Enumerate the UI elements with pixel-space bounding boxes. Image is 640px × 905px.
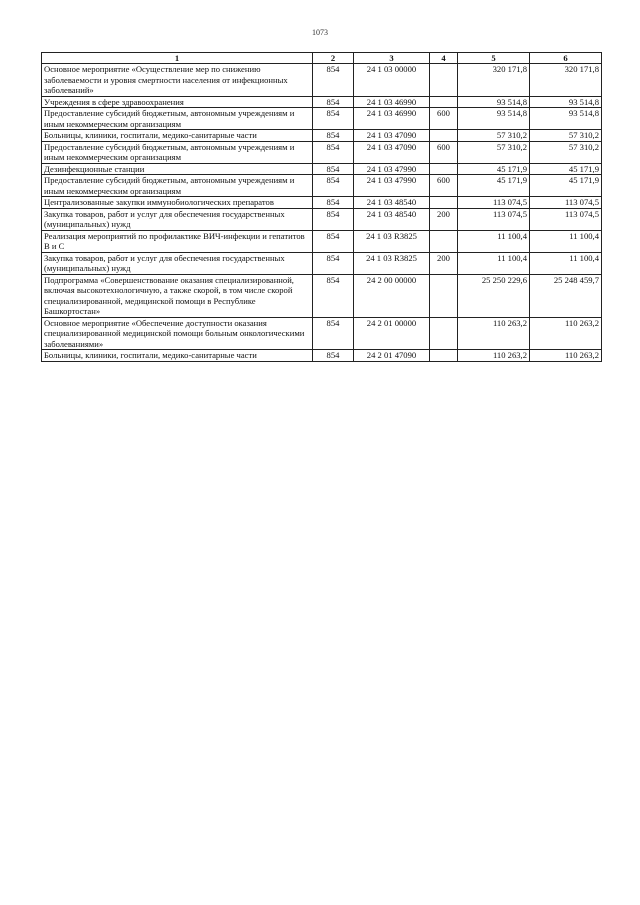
- row-name: Учреждения в сфере здравоохранения: [42, 96, 313, 108]
- table-row: [42, 197, 602, 209]
- row-amount-year2: 45 171,9: [530, 175, 602, 197]
- table-row: [42, 350, 602, 362]
- table-row: [42, 317, 602, 350]
- header-col-3: 3: [354, 53, 430, 64]
- row-name: Дезинфекционные станции: [42, 163, 313, 175]
- table-row: [42, 141, 602, 163]
- row-target-code: 24 1 03 R3825: [354, 252, 430, 274]
- row-target-code: 24 1 03 00000: [354, 64, 430, 97]
- row-amount-year1: 320 171,8: [458, 64, 530, 97]
- table-header-row: [42, 53, 602, 64]
- row-admin-code: 854: [313, 317, 354, 350]
- row-target-code: 24 1 03 47990: [354, 175, 430, 197]
- row-name: Основное мероприятие «Обеспечение доступности оказания специализированной медицинской помощи больным онкологическими заболеваниями»: [42, 317, 313, 350]
- row-expense-type: 600: [430, 175, 458, 197]
- row-admin-code: 854: [313, 141, 354, 163]
- table-row: [42, 130, 602, 142]
- row-expense-type: 600: [430, 108, 458, 130]
- table-row: [42, 64, 602, 97]
- row-admin-code: 854: [313, 163, 354, 175]
- header-col-6: 6: [530, 53, 602, 64]
- row-target-code: 24 1 03 47090: [354, 130, 430, 142]
- row-expense-type: 600: [430, 141, 458, 163]
- row-amount-year2: 93 514,8: [530, 96, 602, 108]
- row-target-code: 24 1 03 R3825: [354, 230, 430, 252]
- row-amount-year2: 11 100,4: [530, 252, 602, 274]
- row-expense-type: [430, 163, 458, 175]
- row-expense-type: [430, 197, 458, 209]
- table-row: [42, 175, 602, 197]
- row-amount-year1: 11 100,4: [458, 230, 530, 252]
- row-expense-type: 200: [430, 252, 458, 274]
- row-name: Подпрограмма «Совершенствование оказания специализированной, включая высокотехнологичную, а также скорой, в том числе скорой специализированной, медицинской помощи в Республике Башкортостан»: [42, 274, 313, 317]
- row-amount-year1: 25 250 229,6: [458, 274, 530, 317]
- row-admin-code: 854: [313, 197, 354, 209]
- table-body: [42, 64, 602, 362]
- row-target-code: 24 1 03 47990: [354, 163, 430, 175]
- row-admin-code: 854: [313, 350, 354, 362]
- row-name: Больницы, клиники, госпитали, медико-санитарные части: [42, 130, 313, 142]
- row-expense-type: [430, 274, 458, 317]
- row-amount-year1: 93 514,8: [458, 96, 530, 108]
- row-expense-type: [430, 130, 458, 142]
- row-name: Предоставление субсидий бюджетным, автономным учреждениям и иным некоммерческим организациям: [42, 108, 313, 130]
- row-name: Централизованные закупки иммунобиологических препаратов: [42, 197, 313, 209]
- table-row: [42, 96, 602, 108]
- row-name: Предоставление субсидий бюджетным, автономным учреждениям и иным некоммерческим организациям: [42, 141, 313, 163]
- row-amount-year2: 57 310,2: [530, 130, 602, 142]
- row-amount-year2: 11 100,4: [530, 230, 602, 252]
- row-name: Больницы, клиники, госпитали, медико-санитарные части: [42, 350, 313, 362]
- row-expense-type: [430, 64, 458, 97]
- row-amount-year2: 57 310,2: [530, 141, 602, 163]
- table-row: [42, 274, 602, 317]
- row-name: Реализация мероприятий по профилактике ВИЧ-инфекции и гепатитов В и С: [42, 230, 313, 252]
- table-row: [42, 230, 602, 252]
- header-col-2: 2: [313, 53, 354, 64]
- row-amount-year2: 45 171,9: [530, 163, 602, 175]
- row-amount-year2: 93 514,8: [530, 108, 602, 130]
- row-amount-year1: 110 263,2: [458, 350, 530, 362]
- row-admin-code: 854: [313, 96, 354, 108]
- row-expense-type: [430, 317, 458, 350]
- row-amount-year2: 113 074,5: [530, 197, 602, 209]
- table-row: [42, 163, 602, 175]
- row-amount-year1: 113 074,5: [458, 197, 530, 209]
- budget-table: [41, 52, 602, 362]
- row-amount-year1: 57 310,2: [458, 141, 530, 163]
- row-admin-code: 854: [313, 252, 354, 274]
- row-name: Основное мероприятие «Осуществление мер по снижению заболеваемости и уровня смертности населения от инфекционных заболеваний»: [42, 64, 313, 97]
- row-amount-year2: 110 263,2: [530, 317, 602, 350]
- row-target-code: 24 2 01 47090: [354, 350, 430, 362]
- row-target-code: 24 1 03 48540: [354, 208, 430, 230]
- row-amount-year2: 320 171,8: [530, 64, 602, 97]
- row-admin-code: 854: [313, 274, 354, 317]
- row-admin-code: 854: [313, 130, 354, 142]
- page-number: 1073: [312, 28, 328, 37]
- header-col-1: 1: [42, 53, 313, 64]
- row-name: Закупка товаров, работ и услуг для обеспечения государственных (муниципальных) нужд: [42, 208, 313, 230]
- row-target-code: 24 1 03 47090: [354, 141, 430, 163]
- table-row: [42, 252, 602, 274]
- row-expense-type: 200: [430, 208, 458, 230]
- table-row: [42, 108, 602, 130]
- row-expense-type: [430, 230, 458, 252]
- row-amount-year1: 45 171,9: [458, 163, 530, 175]
- row-amount-year1: 57 310,2: [458, 130, 530, 142]
- table-row: [42, 208, 602, 230]
- row-name: Предоставление субсидий бюджетным, автономным учреждениям и иным некоммерческим организациям: [42, 175, 313, 197]
- row-admin-code: 854: [313, 208, 354, 230]
- row-target-code: 24 1 03 46990: [354, 108, 430, 130]
- row-target-code: 24 1 03 48540: [354, 197, 430, 209]
- row-target-code: 24 2 01 00000: [354, 317, 430, 350]
- row-admin-code: 854: [313, 64, 354, 97]
- header-col-4: 4: [430, 53, 458, 64]
- row-amount-year1: 45 171,9: [458, 175, 530, 197]
- row-amount-year1: 11 100,4: [458, 252, 530, 274]
- row-amount-year1: 93 514,8: [458, 108, 530, 130]
- row-name: Закупка товаров, работ и услуг для обеспечения государственных (муниципальных) нужд: [42, 252, 313, 274]
- row-amount-year1: 113 074,5: [458, 208, 530, 230]
- row-admin-code: 854: [313, 108, 354, 130]
- row-admin-code: 854: [313, 175, 354, 197]
- row-target-code: 24 1 03 46990: [354, 96, 430, 108]
- row-expense-type: [430, 350, 458, 362]
- row-amount-year2: 110 263,2: [530, 350, 602, 362]
- row-amount-year1: 110 263,2: [458, 317, 530, 350]
- row-target-code: 24 2 00 00000: [354, 274, 430, 317]
- header-col-5: 5: [458, 53, 530, 64]
- row-admin-code: 854: [313, 230, 354, 252]
- row-amount-year2: 25 248 459,7: [530, 274, 602, 317]
- row-expense-type: [430, 96, 458, 108]
- row-amount-year2: 113 074,5: [530, 208, 602, 230]
